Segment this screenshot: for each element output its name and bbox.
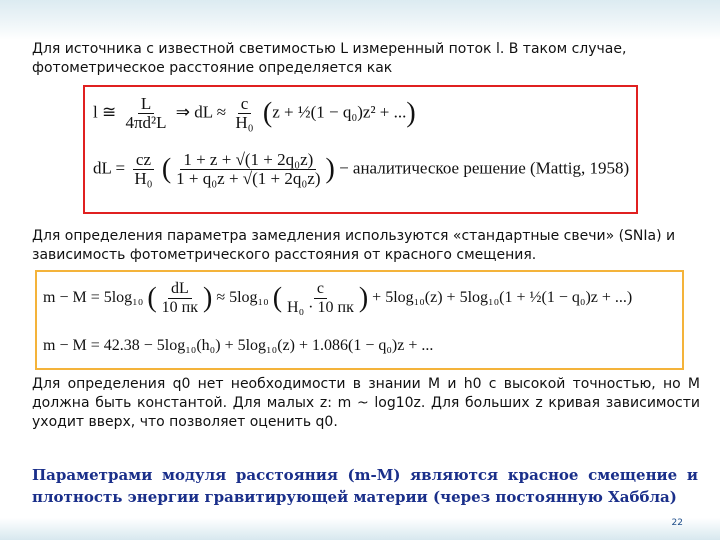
eq1-c-fraction: $\frac{c}{\text{H₀}}$	[235, 94, 254, 132]
intro-line-1: Для источника с известной светимостью L измеренный поток l. В таком случае,	[32, 41, 627, 57]
formula-box-photometric-distance	[83, 85, 638, 214]
header-gradient	[0, 0, 720, 40]
lower-paragraph: Для определения q0 нет необходимости в знании M и h0 с высокой точностью, но M должна быть константой. Для малых z: m ~ log10z. Для больших z кривая зависимости уходит вверх, что позволяет оценить q0.	[32, 376, 700, 430]
formula-box-distance-modulus	[35, 270, 684, 370]
mattig-fraction: $\frac{\text{1 + z + √(1 + 2q₀z)}}{\text{1 + q₀z + √(1 + 2q₀z)}}$	[176, 150, 321, 188]
implies-arrow: ⇒	[175, 102, 191, 122]
eq1-left: l ≅	[93, 102, 117, 122]
formula-mattig: dL = $\frac{cz}{\text{H₀}}$ ( $\frac{\text{1 + z + √(1 + 2q₀z)}}{\text{1 + q₀z + √(1 + 2q₀z)}}$ ) − аналитическое решение (Mattig, 1958)	[93, 150, 630, 188]
formula-flux-distance: l ≅ $\frac{L}{\text{4πd²L}}$ ⇒ dL ≈ $\frac{c}{\text{H₀}}$ (z + ½(1 − q₀)z² + ...)	[93, 94, 416, 132]
eq1-fraction: $\frac{L}{\text{4πd²L}}$	[125, 94, 167, 132]
middle-line-1: Для определения параметра замедления используются «стандартные свечи» (SNIa) и	[32, 228, 676, 244]
middle-paragraph	[32, 227, 702, 265]
middle-line-2: зависимость фотометрического расстояния от красного смещения.	[32, 247, 537, 263]
page-number: 22	[671, 518, 683, 528]
formula-distance-modulus: m − M = 5log₁₀ ( $\frac{dL}{10 пк}$ ) ≈ 5log₁₀ ( $\frac{c}{\text{H₀ · 10 пк}}$ ) + 5log₁₀(z) + 5log₁₀(1 + ½(1 − q₀)z + ...)	[43, 280, 633, 316]
mattig-comment: − аналитическое решение (Mattig, 1958)	[339, 158, 630, 178]
formula-distance-modulus-expanded: m − M = 42.38 − 5log₁₀(h₀) + 5log₁₀(z) + 1.086(1 − q₀)z + ...	[43, 337, 434, 354]
footer-gradient	[0, 518, 720, 540]
intro-paragraph	[32, 40, 692, 78]
conclusion-paragraph: Параметрами модуля расстояния (m-M) являются красное смещение и плотность энергии гравитирующей материи (через постоянную Хаббла)	[32, 466, 698, 506]
intro-line-2: фотометрическое расстояние определяется как	[32, 60, 393, 76]
eq1-series: z + ½(1 − q₀)z² + ...	[272, 102, 407, 122]
